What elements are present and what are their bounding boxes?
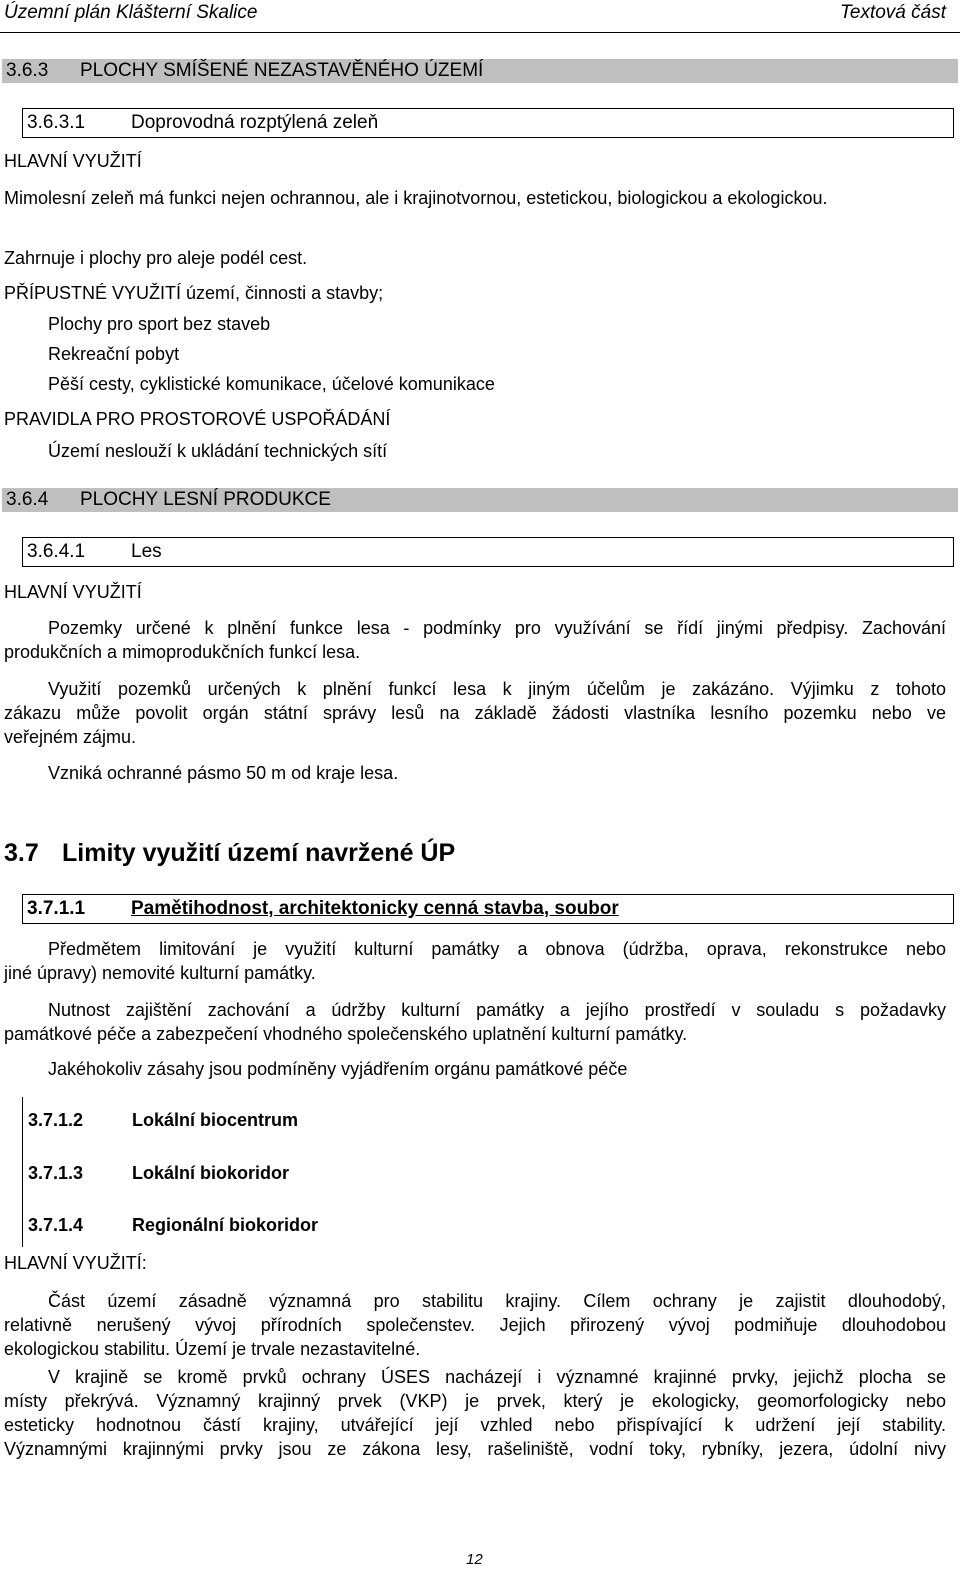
text-line: památkové péče a zabezpečení vhodného společenského uplatnění kulturní památky. — [4, 1024, 688, 1044]
label-hlavni-vyuziti: HLAVNÍ VYUŽITÍ — [4, 582, 142, 602]
section-heading-3-6-4 — [2, 488, 958, 512]
section-number: 3.6.4 — [6, 489, 49, 510]
header-doc-title: Územní plán Klášterní Skalice — [4, 2, 258, 23]
section-title: PLOCHY SMÍŠENÉ NEZASTAVĚNÉHO ÚZEMÍ — [80, 60, 484, 81]
subsection-title: Les — [131, 541, 162, 562]
subsection-heading-3-6-4-1 — [22, 537, 954, 567]
section-number: 3.6.3 — [6, 60, 49, 81]
list-item: Rekreační pobyt — [48, 344, 180, 364]
subsection-heading-3-7-1-4 — [28, 1215, 319, 1236]
chapter-heading-3-7 — [4, 839, 456, 868]
chapter-title: Limity využití území navržené ÚP — [62, 839, 456, 867]
header-section-name: Textová část — [840, 2, 946, 23]
text-line: esteticky hodnotnou částí krajiny, utvářející její vzhled nebo přispívající k udržení její stability. — [4, 1415, 946, 1435]
paragraph-mimolesni-zelen: Mimolesní zeleň má funkci nejen ochrannou, ale i krajinotvornou, estetickou, biologickou a ekologickou. — [4, 188, 828, 208]
text-line: Jakéhokoliv zásahy jsou podmíněny vyjádřením orgánu památkové péče — [48, 1059, 628, 1079]
text-line: zákazu může povolit orgán státní správy lesů na základě žádosti vlastníka lesního pozemku nebo ve — [4, 703, 946, 723]
text-line: relativně nerušený vývoj přírodních společenstev. Jejich přirozený vývoj podmiňuje dlouhodobou — [4, 1315, 946, 1335]
text-line: ekologickou stabilitu. Území je trvale nezastavitelné. — [4, 1339, 421, 1359]
subsection-title: Lokální biokoridor — [132, 1163, 290, 1183]
subsection-heading-3-7-1-1 — [22, 894, 954, 924]
label-hlavni-vyuziti: HLAVNÍ VYUŽITÍ: — [4, 1253, 147, 1273]
chapter-number: 3.7 — [4, 839, 39, 867]
section-heading-3-6-3 — [2, 59, 958, 83]
text-line: místy překrývá. Významný krajinný prvek (VKP) je prvek, který je ekologicky, geomorfologicky nebo — [4, 1391, 946, 1411]
subsection-number: 3.6.3.1 — [27, 112, 86, 133]
subsection-title: Regionální biokoridor — [132, 1215, 319, 1235]
subsection-heading-3-6-3-1 — [22, 108, 954, 138]
subsection-title: Pamětihodnost, architektonicky cenná stavba, soubor — [131, 898, 619, 919]
label-pravidla: PRAVIDLA PRO PROSTOROVÉ USPOŘÁDÁNÍ — [4, 409, 391, 429]
subsection-number: 3.6.4.1 — [27, 541, 86, 562]
subsection-title: Lokální biocentrum — [132, 1110, 299, 1130]
text-line: produkčních a mimoprodukčních funkcí lesa. — [4, 642, 361, 662]
text-line: Využití pozemků určených k plnění funkcí lesa k jiným účelům je zakázáno. Výjimku z tohoto — [48, 679, 946, 699]
text-line: Část území zásadně významná pro stabilitu krajiny. Cílem ochrany je zajistit dlouhodobý, — [48, 1291, 946, 1311]
subsection-number: 3.7.1.1 — [27, 898, 86, 919]
section-title: PLOCHY LESNÍ PRODUKCE — [80, 489, 331, 510]
list-item: Pěší cesty, cyklistické komunikace, účelové komunikace — [48, 374, 495, 394]
text-line: Nutnost zajištění zachování a údržby kulturní památky a jejího prostředí v souladu s požadavky — [48, 1000, 946, 1020]
subsection-title: Doprovodná rozptýlená zeleň — [131, 112, 379, 133]
label-pripustne-vyuziti: PŘÍPUSTNÉ VYUŽITÍ území, činnosti a stavby; — [4, 283, 384, 303]
paragraph-aleje: Zahrnuje i plochy pro aleje podél cest. — [4, 248, 308, 268]
heading-group-rule — [22, 1097, 23, 1247]
label-hlavni-vyuziti: HLAVNÍ VYUŽITÍ — [4, 151, 142, 171]
text-line: Pozemky určené k plnění funkce lesa - podmínky pro využívání se řídí jinými předpisy. Zachování — [48, 618, 946, 638]
subsection-number: 3.7.1.4 — [28, 1215, 84, 1235]
list-item: Plochy pro sport bez staveb — [48, 314, 271, 334]
list-item: Území neslouží k ukládání technických sítí — [48, 441, 388, 461]
header-rule — [0, 32, 960, 33]
text-line: Významnými krajinnými prvky jsou ze zákona lesy, rašeliniště, vodní toky, rybníky, jezera, údolní nivy — [4, 1439, 946, 1459]
text-line: jiné úpravy) nemovité kulturní památky. — [4, 963, 316, 983]
text-line: V krajině se kromě prvků ochrany ÚSES nacházejí i významné krajinné prvky, jejichž plocha se — [48, 1367, 946, 1387]
text-line: veřejném zájmu. — [4, 727, 137, 747]
text-line: Předmětem limitování je využití kulturní památky a obnova (údržba, oprava, rekonstrukce nebo — [48, 939, 946, 959]
text-line: Vzniká ochranné pásmo 50 m od kraje lesa. — [48, 763, 399, 783]
subsection-number: 3.7.1.3 — [28, 1163, 84, 1183]
subsection-heading-3-7-1-3 — [28, 1163, 290, 1184]
subsection-heading-3-7-1-2 — [28, 1110, 299, 1131]
subsection-number: 3.7.1.2 — [28, 1110, 84, 1130]
page-number: 12 — [466, 1551, 483, 1568]
